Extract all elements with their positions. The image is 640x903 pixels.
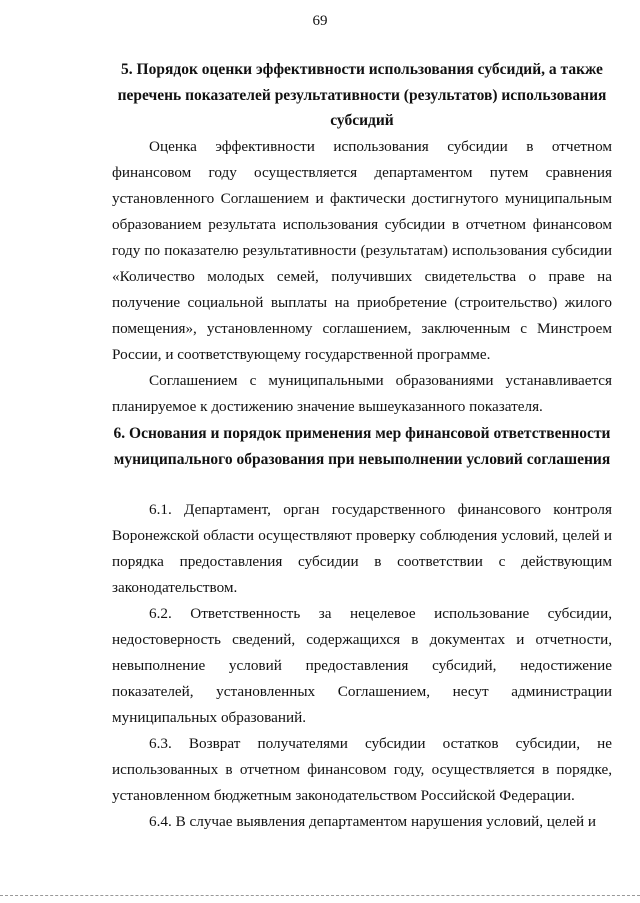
section-6-heading: 6. Основания и порядок применения мер финансовой ответственности муниципального образования при невыполнении условий соглашения [113, 425, 611, 468]
section-5-paragraph-2: Соглашением с муниципальными образованиями устанавливается планируемое к достижению значение вышеуказанного показателя. [112, 372, 612, 415]
section-6-paragraph-4: 6.4. В случае выявления департаментом нарушения условий, целей и [149, 813, 597, 830]
page-number: 69 [312, 13, 328, 29]
section-6-paragraph-1: 6.1. Департамент, орган государственного финансового контроля Воронежской области осуществляют проверку соблюдения условий, целей и порядка предоставления субсидии в соответствии с действующим законодательством. [112, 501, 612, 596]
section-5-paragraph-1: Оценка эффективности использования субсидии в отчетном финансовом году осуществляется департаментом путем сравнения установленного Соглашением и фактически достигнутого муниципальным образованием результата использования субсидии в отчетном финансовом году по показателю результативности (результатам) использования субсидии «Количество молодых семей, получивших свидетельства о праве на получение социальной выплаты на приобретение (строительство) жилого помещения», установленному соглашением, заключенным с Минстроем России, и соответствующему государственной программе. [112, 138, 612, 363]
section-6-paragraph-2: 6.2. Ответственность за нецелевое использование субсидии, недостоверность сведений, содержащихся в документах и отчетности, невыполнение условий предоставления субсидий, недостижение показателей, установленных Соглашением, несут администрации муниципальных образований. [112, 605, 612, 726]
section-6-paragraph-3: 6.3. Возврат получателями субсидии остатков субсидии, не использованных в отчетном финансовом году, осуществляется в порядке, установленном бюджетным законодательством Российской Федерации. [112, 735, 612, 804]
section-5-heading: 5. Порядок оценки эффективности использования субсидий, а также перечень показателей результативности (результатов) использования субсидий [117, 61, 607, 129]
page-bottom-edge [0, 895, 640, 897]
